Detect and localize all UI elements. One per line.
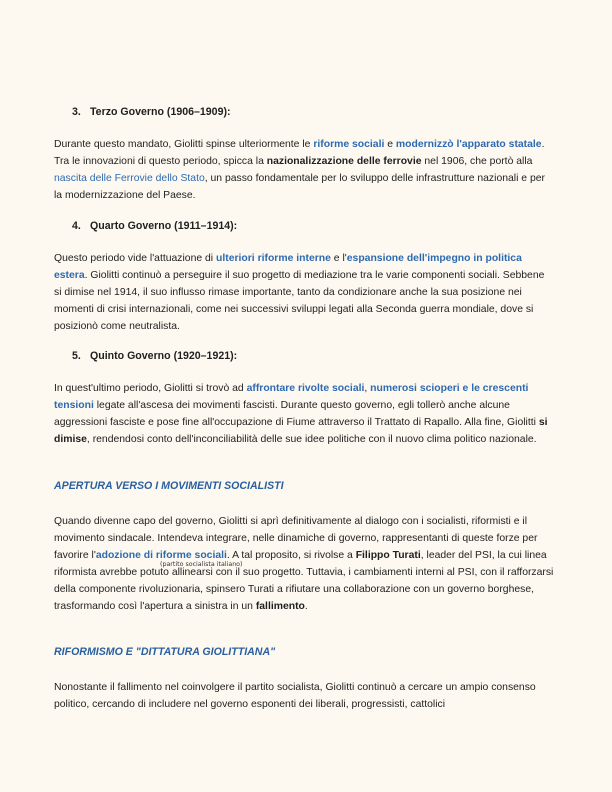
paragraph-quinto-governo: In quest'ultimo periodo, Giolitti si trovò ad affrontare rivolte sociali, numerosi scioperi e le crescenti tensioni legate all'ascesa dei movimenti fascisti. Durante questo governo, egli tollerò anche alcune aggressioni fasciste e pose fine all'occupazione di Fiume attraverso il Trattato di Rapallo. Alla fine, Giolitti si dimise, rendendosi conto dell'inconciliabilità delle sue idee politiche con il nuovo clima politico nazionale. — [54, 383, 548, 445]
heading-quarto-governo: 4. Quarto Governo (1911–1914): — [72, 220, 238, 232]
highlight-riforme-sociali: riforme sociali — [313, 139, 385, 150]
highlight-apparato-statale: modernizzò l'apparato statale — [395, 139, 542, 150]
link-ferrovie-stato: nascita delle Ferrovie dello Stato — [54, 173, 205, 184]
highlight-riforme-sociali-adozione: adozione di riforme sociali — [95, 550, 227, 561]
heading-quinto-governo: 5. Quinto Governo (1920–1921): — [72, 350, 238, 362]
paragraph-terzo-governo: Durante questo mandato, Giolitti spinse ulteriormente le riforme sociali e modernizzò l'apparato statale. Tra le innovazioni di questo periodo, spicca la nazionalizzazione delle ferrovie nel 1906, che portò alla nascita delle Ferrovie dello Stato, un passo fondamentale per lo sviluppo delle infrastrutture nazionali e per la modernizzazione del Paese. — [54, 139, 545, 201]
section-heading-socialisti: APERTURA VERSO I MOVIMENTI SOCIALISTI — [54, 480, 284, 492]
bold-filippo-turati: Filippo Turati — [355, 550, 421, 561]
paragraph-socialisti: Quando divenne capo del governo, Giolitti si aprì definitivamente al dialogo con i socialisti, riformisti e il movimento sindacale. Intendeva integrare, nelle dinamiche di governo, rappresentanti di queste forze per favorire l'adozione di riforme sociali. A tal proposito, si rivolse a Filippo Turati, leader del PSI, la cui linea riformista avrebbe potuto allinearsi con il suo progetto. Tuttavia, i cambiamenti interni al PSI, con il rafforzarsi della componente rivoluzionaria, spinsero Turati a rifiutare una collaborazione con un governo borghese, trasformando così l'apertura a sinistra in un fallimento. — [54, 516, 554, 612]
highlight-politica-estera: espansione dell'impegno in politica estera — [54, 253, 522, 281]
section-heading-riformismo: RIFORMISMO E "DITTATURA GIOLITTIANA" — [54, 646, 276, 658]
bold-fallimento: fallimento — [255, 601, 305, 612]
highlight-scioperi-tensioni: numerosi scioperi e le crescenti tensioni — [54, 383, 529, 411]
bold-nazionalizzazione: nazionalizzazione delle ferrovie — [266, 156, 422, 167]
highlight-rivolte-sociali: affrontare rivolte sociali — [246, 383, 365, 394]
highlight-riforme-interne: ulteriori riforme interne — [216, 253, 331, 264]
paragraph-quarto-governo: Questo periodo vide l'attuazione di ulteriori riforme interne e l'espansione dell'impegno in politica estera. Giolitti continuò a perseguire il suo progetto di mediazione tra le varie componenti sociali. Sebbene si dimise nel 1914, il suo influsso rimase importante, tanto da condizionare anche la sua posizione nei momenti di crisi internazionali, come nei successivi sviluppi legati alla Seconda guerra mondiale, dove si posizionò come neutralista. — [54, 253, 545, 332]
bold-si-dimise: si dimise — [54, 417, 548, 445]
heading-terzo-governo: 3. Terzo Governo (1906–1909): — [72, 106, 231, 118]
handwritten-annotation-psi: (partito socialista italiano) — [160, 561, 243, 568]
paragraph-riformismo: Nonostante il fallimento nel coinvolgere il partito socialista, Giolitti continuò a cercare un ampio consenso politico, cercando di includere nel governo esponenti dei liberali, progressisti, cattolici — [54, 682, 536, 710]
